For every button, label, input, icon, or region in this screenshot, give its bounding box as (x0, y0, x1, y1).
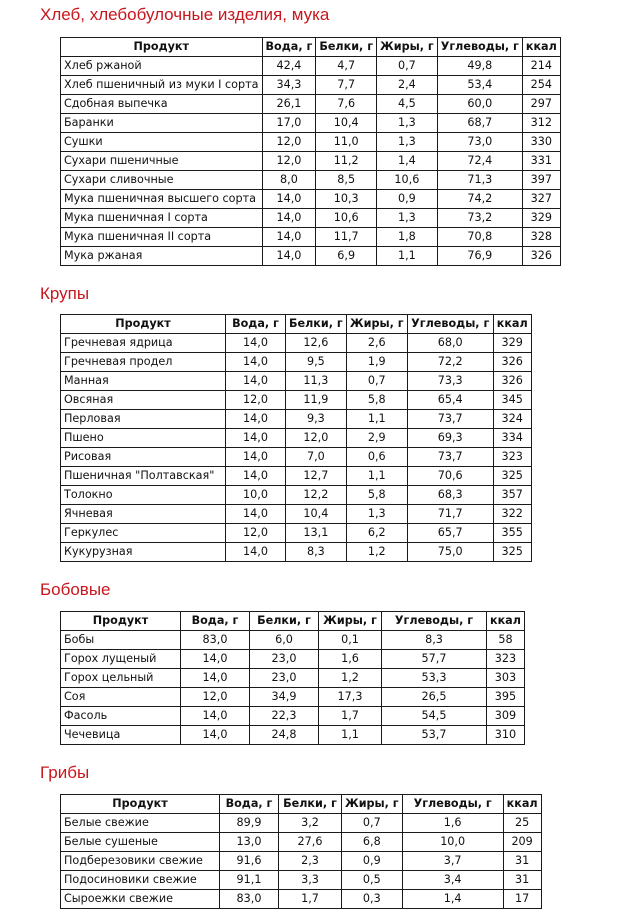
table-row (61, 669, 525, 688)
table-row (61, 890, 542, 909)
table-row (61, 650, 525, 669)
cell-fat: 0,3 (342, 890, 403, 909)
cell-protein: 6,9 (316, 247, 377, 266)
cell-protein: 1,7 (279, 890, 342, 909)
cell-protein: 11,9 (286, 391, 347, 410)
cell-fat: 1,1 (346, 467, 407, 486)
table-row (61, 334, 532, 353)
cell-carbs: 72,2 (407, 353, 493, 372)
table-row (61, 467, 532, 486)
table-row (61, 57, 561, 76)
cell-kcal: 326 (493, 353, 531, 372)
cell-kcal: 329 (493, 334, 531, 353)
cell-kcal: 395 (487, 688, 525, 707)
column-header-protein: Белки, г (250, 612, 319, 631)
table-row (61, 171, 561, 190)
cell-product: Кукурузная (61, 543, 226, 562)
cell-carbs: 53,3 (382, 669, 487, 688)
cell-carbs: 10,0 (402, 833, 503, 852)
table-row (61, 814, 542, 833)
cell-fat: 1,1 (319, 726, 382, 745)
cell-fat: 0,7 (346, 372, 407, 391)
cell-water: 14,0 (262, 190, 316, 209)
cell-water: 14,0 (262, 209, 316, 228)
cell-carbs: 53,4 (437, 76, 522, 95)
cell-kcal: 355 (493, 524, 531, 543)
cell-kcal: 324 (493, 410, 531, 429)
cell-kcal: 328 (522, 228, 560, 247)
cell-carbs: 57,7 (382, 650, 487, 669)
cell-carbs: 65,4 (407, 391, 493, 410)
cell-kcal: 303 (487, 669, 525, 688)
cell-carbs: 73,7 (407, 448, 493, 467)
column-header-water: Вода, г (262, 38, 316, 57)
cell-product: Бобы (61, 631, 181, 650)
cell-product: Гречневая ядрица (61, 334, 226, 353)
table-row (61, 448, 532, 467)
cell-water: 17,0 (262, 114, 316, 133)
cell-fat: 0,9 (377, 190, 438, 209)
cell-kcal: 31 (503, 871, 541, 890)
cell-kcal: 31 (503, 852, 541, 871)
nutrition-table-groats (60, 314, 532, 562)
cell-protein: 22,3 (250, 707, 319, 726)
cell-product: Ячневая (61, 505, 226, 524)
cell-water: 83,0 (181, 631, 250, 650)
cell-product: Хлеб пшеничный из муки I сорта (61, 76, 263, 95)
cell-protein: 8,3 (286, 543, 347, 562)
cell-kcal: 312 (522, 114, 560, 133)
cell-water: 14,0 (262, 228, 316, 247)
cell-carbs: 68,7 (437, 114, 522, 133)
table-row (61, 707, 525, 726)
cell-protein: 7,6 (316, 95, 377, 114)
cell-product: Подосиновики свежие (61, 871, 220, 890)
cell-kcal: 327 (522, 190, 560, 209)
cell-protein: 24,8 (250, 726, 319, 745)
cell-kcal: 309 (487, 707, 525, 726)
cell-kcal: 297 (522, 95, 560, 114)
cell-carbs: 1,6 (402, 814, 503, 833)
cell-water: 14,0 (181, 669, 250, 688)
cell-water: 91,1 (220, 871, 279, 890)
column-header-carbs: Углеводы, г (382, 612, 487, 631)
column-header-protein: Белки, г (316, 38, 377, 57)
cell-water: 14,0 (226, 410, 286, 429)
cell-product: Сухари пшеничные (61, 152, 263, 171)
cell-carbs: 3,4 (402, 871, 503, 890)
cell-fat: 0,7 (377, 57, 438, 76)
cell-kcal: 345 (493, 391, 531, 410)
table-header-row (61, 38, 561, 57)
cell-protein: 12,6 (286, 334, 347, 353)
cell-carbs: 70,6 (407, 467, 493, 486)
table-row (61, 114, 561, 133)
cell-product: Горох лущеный (61, 650, 181, 669)
cell-protein: 11,7 (316, 228, 377, 247)
table-header-row (61, 612, 525, 631)
cell-protein: 27,6 (279, 833, 342, 852)
column-header-water: Вода, г (226, 315, 286, 334)
table-row (61, 505, 532, 524)
cell-fat: 1,3 (377, 133, 438, 152)
cell-protein: 11,3 (286, 372, 347, 391)
cell-carbs: 76,9 (437, 247, 522, 266)
cell-fat: 1,1 (346, 410, 407, 429)
cell-protein: 10,4 (316, 114, 377, 133)
cell-water: 14,0 (226, 505, 286, 524)
table-row (61, 247, 561, 266)
cell-carbs: 53,7 (382, 726, 487, 745)
nutrition-table-legumes (60, 611, 525, 745)
column-header-product: Продукт (61, 38, 263, 57)
cell-water: 89,9 (220, 814, 279, 833)
cell-protein: 12,2 (286, 486, 347, 505)
cell-fat: 1,3 (346, 505, 407, 524)
cell-fat: 1,9 (346, 353, 407, 372)
cell-carbs: 70,8 (437, 228, 522, 247)
cell-carbs: 26,5 (382, 688, 487, 707)
cell-water: 13,0 (220, 833, 279, 852)
cell-product: Геркулес (61, 524, 226, 543)
column-header-carbs: Углеводы, г (407, 315, 493, 334)
cell-kcal: 326 (493, 372, 531, 391)
table-row (61, 486, 532, 505)
cell-product: Сухари сливочные (61, 171, 263, 190)
cell-product: Фасоль (61, 707, 181, 726)
cell-product: Манная (61, 372, 226, 391)
cell-kcal: 326 (522, 247, 560, 266)
cell-protein: 12,7 (286, 467, 347, 486)
cell-water: 12,0 (262, 133, 316, 152)
cell-protein: 23,0 (250, 650, 319, 669)
column-header-kcal: ккал (487, 612, 525, 631)
cell-carbs: 3,7 (402, 852, 503, 871)
section-title-groats: Крупы (40, 284, 90, 303)
cell-product: Белые сушеные (61, 833, 220, 852)
cell-protein: 6,0 (250, 631, 319, 650)
cell-kcal: 325 (493, 543, 531, 562)
cell-fat: 1,7 (319, 707, 382, 726)
table-row (61, 209, 561, 228)
table-row (61, 95, 561, 114)
cell-carbs: 1,4 (402, 890, 503, 909)
cell-kcal: 323 (493, 448, 531, 467)
column-header-product: Продукт (61, 315, 226, 334)
cell-protein: 3,2 (279, 814, 342, 833)
table-row (61, 524, 532, 543)
cell-carbs: 54,5 (382, 707, 487, 726)
cell-protein: 2,3 (279, 852, 342, 871)
cell-kcal: 329 (522, 209, 560, 228)
cell-carbs: 68,3 (407, 486, 493, 505)
cell-product: Толокно (61, 486, 226, 505)
cell-protein: 4,7 (316, 57, 377, 76)
column-header-protein: Белки, г (279, 795, 342, 814)
table-row (61, 871, 542, 890)
table-row (61, 391, 532, 410)
cell-fat: 4,5 (377, 95, 438, 114)
table-row (61, 372, 532, 391)
table-row (61, 833, 542, 852)
column-header-kcal: ккал (493, 315, 531, 334)
table-row (61, 688, 525, 707)
cell-product: Пшено (61, 429, 226, 448)
cell-product: Пшеничная "Полтавская" (61, 467, 226, 486)
cell-fat: 6,2 (346, 524, 407, 543)
section-title-mushrooms: Грибы (40, 763, 90, 782)
cell-product: Сдобная выпечка (61, 95, 263, 114)
cell-protein: 3,3 (279, 871, 342, 890)
cell-protein: 11,0 (316, 133, 377, 152)
cell-kcal: 17 (503, 890, 541, 909)
cell-product: Чечевица (61, 726, 181, 745)
cell-water: 14,0 (181, 707, 250, 726)
cell-fat: 6,8 (342, 833, 403, 852)
cell-kcal: 325 (493, 467, 531, 486)
cell-product: Гречневая продел (61, 353, 226, 372)
cell-water: 14,0 (226, 543, 286, 562)
cell-protein: 9,3 (286, 410, 347, 429)
cell-water: 14,0 (226, 334, 286, 353)
cell-carbs: 72,4 (437, 152, 522, 171)
cell-fat: 0,6 (346, 448, 407, 467)
column-header-fat: Жиры, г (342, 795, 403, 814)
cell-carbs: 71,3 (437, 171, 522, 190)
table-row (61, 543, 532, 562)
cell-water: 14,0 (226, 372, 286, 391)
cell-kcal: 254 (522, 76, 560, 95)
cell-kcal: 357 (493, 486, 531, 505)
column-header-fat: Жиры, г (319, 612, 382, 631)
cell-fat: 0,5 (342, 871, 403, 890)
cell-fat: 1,2 (346, 543, 407, 562)
cell-protein: 9,5 (286, 353, 347, 372)
cell-water: 14,0 (226, 353, 286, 372)
cell-fat: 2,9 (346, 429, 407, 448)
cell-protein: 7,7 (316, 76, 377, 95)
cell-protein: 10,6 (316, 209, 377, 228)
table-row (61, 410, 532, 429)
column-header-carbs: Углеводы, г (437, 38, 522, 57)
cell-carbs: 73,2 (437, 209, 522, 228)
column-header-kcal: ккал (522, 38, 560, 57)
column-header-water: Вода, г (220, 795, 279, 814)
cell-water: 14,0 (226, 448, 286, 467)
cell-kcal: 209 (503, 833, 541, 852)
column-header-product: Продукт (61, 612, 181, 631)
cell-water: 12,0 (226, 391, 286, 410)
cell-kcal: 331 (522, 152, 560, 171)
cell-water: 14,0 (226, 467, 286, 486)
column-header-kcal: ккал (503, 795, 541, 814)
cell-kcal: 310 (487, 726, 525, 745)
cell-fat: 1,6 (319, 650, 382, 669)
cell-carbs: 68,0 (407, 334, 493, 353)
cell-fat: 1,8 (377, 228, 438, 247)
cell-carbs: 73,0 (437, 133, 522, 152)
cell-protein: 12,0 (286, 429, 347, 448)
cell-water: 91,6 (220, 852, 279, 871)
cell-product: Белые свежие (61, 814, 220, 833)
cell-product: Овсяная (61, 391, 226, 410)
cell-kcal: 334 (493, 429, 531, 448)
cell-kcal: 323 (487, 650, 525, 669)
cell-fat: 2,4 (377, 76, 438, 95)
table-row (61, 852, 542, 871)
column-header-protein: Белки, г (286, 315, 347, 334)
cell-protein: 23,0 (250, 669, 319, 688)
cell-fat: 10,6 (377, 171, 438, 190)
cell-protein: 13,1 (286, 524, 347, 543)
cell-fat: 0,9 (342, 852, 403, 871)
cell-product: Мука пшеничная высшего сорта (61, 190, 263, 209)
cell-carbs: 69,3 (407, 429, 493, 448)
section-title-bread: Хлеб, хлебобулочные изделия, мука (40, 5, 330, 24)
cell-protein: 10,4 (286, 505, 347, 524)
table-header-row (61, 315, 532, 334)
cell-protein: 34,9 (250, 688, 319, 707)
cell-water: 12,0 (226, 524, 286, 543)
cell-product: Сыроежки свежие (61, 890, 220, 909)
column-header-product: Продукт (61, 795, 220, 814)
table-header-row (61, 795, 542, 814)
cell-fat: 0,1 (319, 631, 382, 650)
cell-water: 34,3 (262, 76, 316, 95)
table-row (61, 631, 525, 650)
cell-product: Горох цельный (61, 669, 181, 688)
cell-kcal: 330 (522, 133, 560, 152)
table-row (61, 133, 561, 152)
cell-carbs: 49,8 (437, 57, 522, 76)
cell-fat: 1,1 (377, 247, 438, 266)
cell-product: Мука пшеничная I сорта (61, 209, 263, 228)
nutrition-table-bread (60, 37, 561, 266)
cell-kcal: 58 (487, 631, 525, 650)
cell-product: Рисовая (61, 448, 226, 467)
cell-water: 26,1 (262, 95, 316, 114)
section-title-legumes: Бобовые (40, 580, 111, 599)
cell-fat: 1,3 (377, 209, 438, 228)
cell-product: Баранки (61, 114, 263, 133)
cell-protein: 7,0 (286, 448, 347, 467)
cell-fat: 1,2 (319, 669, 382, 688)
cell-water: 14,0 (181, 726, 250, 745)
cell-product: Хлеб ржаной (61, 57, 263, 76)
column-header-carbs: Углеводы, г (402, 795, 503, 814)
cell-protein: 10,3 (316, 190, 377, 209)
cell-carbs: 73,7 (407, 410, 493, 429)
table-row (61, 76, 561, 95)
cell-water: 14,0 (181, 650, 250, 669)
column-header-fat: Жиры, г (377, 38, 438, 57)
cell-kcal: 214 (522, 57, 560, 76)
cell-fat: 5,8 (346, 486, 407, 505)
cell-carbs: 65,7 (407, 524, 493, 543)
cell-carbs: 74,2 (437, 190, 522, 209)
cell-product: Сушки (61, 133, 263, 152)
column-header-water: Вода, г (181, 612, 250, 631)
table-row (61, 190, 561, 209)
cell-water: 14,0 (226, 429, 286, 448)
cell-fat: 5,8 (346, 391, 407, 410)
cell-product: Мука ржаная (61, 247, 263, 266)
cell-fat: 2,6 (346, 334, 407, 353)
cell-fat: 17,3 (319, 688, 382, 707)
cell-protein: 11,2 (316, 152, 377, 171)
cell-product: Мука пшеничная II сорта (61, 228, 263, 247)
cell-product: Соя (61, 688, 181, 707)
cell-kcal: 322 (493, 505, 531, 524)
cell-product: Подберезовики свежие (61, 852, 220, 871)
cell-fat: 1,4 (377, 152, 438, 171)
cell-carbs: 60,0 (437, 95, 522, 114)
cell-water: 12,0 (181, 688, 250, 707)
cell-water: 83,0 (220, 890, 279, 909)
cell-kcal: 397 (522, 171, 560, 190)
cell-carbs: 8,3 (382, 631, 487, 650)
cell-water: 8,0 (262, 171, 316, 190)
cell-water: 42,4 (262, 57, 316, 76)
table-row (61, 726, 525, 745)
table-row (61, 353, 532, 372)
cell-protein: 8,5 (316, 171, 377, 190)
cell-fat: 0,7 (342, 814, 403, 833)
cell-water: 10,0 (226, 486, 286, 505)
nutrition-table-mushrooms (60, 794, 542, 909)
cell-water: 14,0 (262, 247, 316, 266)
cell-fat: 1,3 (377, 114, 438, 133)
cell-kcal: 25 (503, 814, 541, 833)
table-row (61, 152, 561, 171)
table-row (61, 228, 561, 247)
cell-carbs: 73,3 (407, 372, 493, 391)
cell-water: 12,0 (262, 152, 316, 171)
cell-product: Перловая (61, 410, 226, 429)
column-header-fat: Жиры, г (346, 315, 407, 334)
cell-carbs: 71,7 (407, 505, 493, 524)
cell-carbs: 75,0 (407, 543, 493, 562)
table-row (61, 429, 532, 448)
